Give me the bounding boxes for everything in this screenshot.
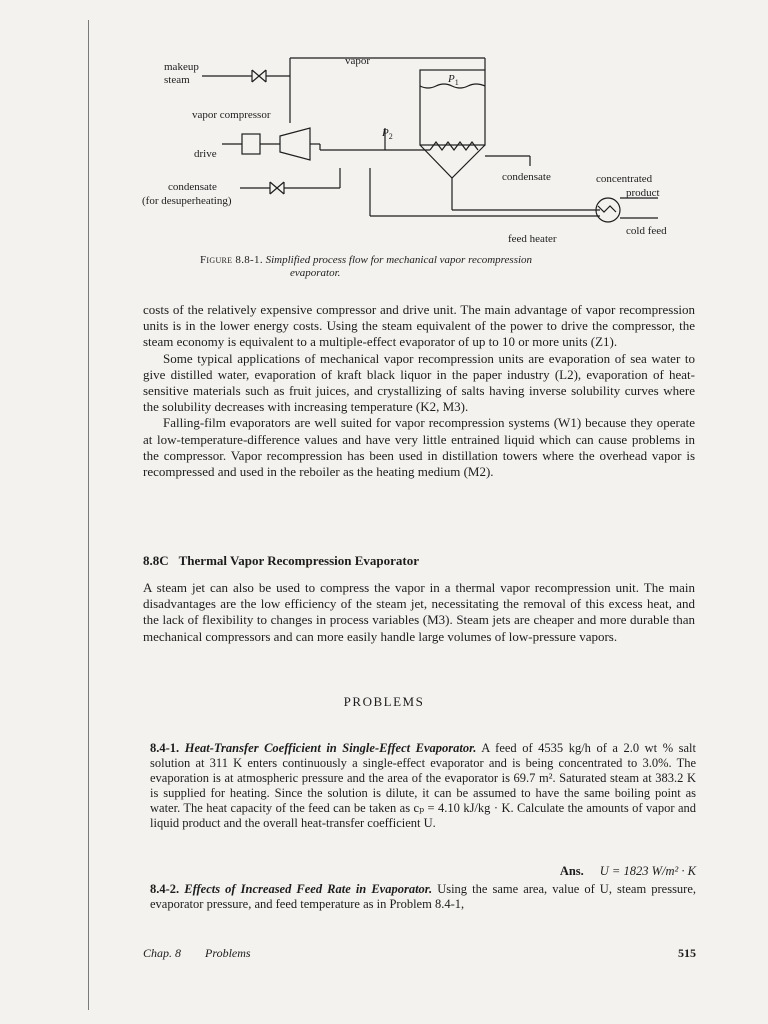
drive-label: drive bbox=[194, 148, 217, 160]
body-text-section bbox=[143, 580, 695, 645]
problem-number: 8.4-2. bbox=[150, 882, 180, 896]
figure-label: Figure 8.8-1. bbox=[200, 254, 263, 266]
footer-section: Problems bbox=[205, 946, 251, 960]
figure-caption bbox=[200, 254, 670, 280]
cold-feed-label: cold feed bbox=[626, 225, 667, 237]
concentrated-label: concentrated bbox=[596, 173, 653, 185]
vapor-compressor-label: vapor compressor bbox=[192, 109, 271, 121]
problems-heading: PROBLEMS bbox=[343, 694, 425, 709]
problem-8-4-2 bbox=[150, 882, 696, 912]
page-number: 515 bbox=[678, 946, 696, 960]
product-label: product bbox=[626, 187, 660, 199]
problem-text: Using the same area, value of U, steam pressure, evaporator pressure, and feed temperature as in Problem 8.4-1, bbox=[150, 882, 697, 911]
section-number: 8.8C bbox=[143, 553, 169, 568]
p2-label: $P_2$ bbox=[382, 127, 393, 141]
section-title: Thermal Vapor Recompression Evaporator bbox=[178, 553, 420, 568]
feed-heater-label: feed heater bbox=[508, 233, 557, 245]
margin-line bbox=[88, 20, 89, 1010]
problem-number: 8.4-1. bbox=[150, 741, 180, 755]
figure-title-line2: evaporator. bbox=[290, 267, 341, 279]
answer-label: Ans. bbox=[559, 864, 584, 878]
paragraph-1: costs of the relatively expensive compressor and drive unit. The main advantage of vapor recompression units is in the lower energy costs. Using the steam equivalent of the power to drive the compressor, the steam economy is equivalent to a multiple-effect evaporator of up to 10 or more units (Z1). bbox=[143, 302, 695, 350]
steam-label: steam bbox=[164, 74, 190, 86]
process-flow-diagram bbox=[130, 38, 690, 248]
condensate-label-right: condensate bbox=[502, 171, 551, 183]
diagram-svg bbox=[130, 38, 690, 248]
section-heading bbox=[143, 553, 419, 569]
body-text-top bbox=[143, 302, 695, 480]
desuperheating-label: (for desuperheating) bbox=[142, 195, 232, 207]
p1-label: $P_1$ bbox=[448, 73, 459, 87]
answer-value: U = 1823 W/m² · K bbox=[599, 864, 696, 878]
figure-title-line1: Simplified process flow for mechanical vapor recompression bbox=[265, 254, 533, 266]
footer-chapter-label: Chap. 8 bbox=[143, 946, 182, 960]
problem-title: Heat-Transfer Coefficient in Single-Effect Evaporator. bbox=[184, 741, 477, 755]
paragraph-2: Some typical applications of mechanical vapor recompression units are evaporation of sea water to give distilled water, evaporation of kraft black liquor in the paper industry (L2), evaporation of heat-sensitive materials such as fruit juices, and crystallizing of salts having inverse solubility curves where the solubility decreases with increasing temperature (K2, M3). bbox=[143, 350, 695, 415]
answer-8-4-1 bbox=[420, 864, 696, 879]
condensate-label-left: condensate bbox=[168, 181, 217, 193]
vapor-label: vapor bbox=[345, 55, 371, 67]
makeup-label: makeup bbox=[164, 61, 199, 73]
paragraph-4: A steam jet can also be used to compress the vapor in a thermal vapor recompression unit. The main disadvantages are the low efficiency of the steam jet, necessitating the removal of this excess heat, and the lack of flexibility to changes in process variables (M3). Steam jets are cheaper and more durable than mechanical compressors and can more easily handle large volumes of low-pressure vapors. bbox=[143, 580, 695, 644]
problem-text: A feed of 4535 kg/h of a 2.0 wt % salt solution at 311 K enters continuously a single-effect evaporator and is being concentrated to 3.0%. The evaporation is at atmospheric pressure and the area of the evaporator is 69.7 m². Saturated steam at 383.2 K is supplied for heating. Since the solution is dilute, it can be assumed to have the same boiling point as water. The heat capacity of the feed can be taken as cₚ = 4.10 kJ/kg · K. Calculate the amounts of vapor and liquid product and the overall heat-transfer coefficient U. bbox=[150, 741, 697, 830]
footer-chapter bbox=[143, 946, 251, 961]
problem-8-4-1 bbox=[150, 741, 696, 831]
problem-title: Effects of Increased Feed Rate in Evaporator. bbox=[184, 882, 433, 896]
paragraph-3: Falling-film evaporators are well suited for vapor recompression systems (W1) because they operate at low-temperature-difference values and have very little entrained liquid which can cause problems in the compressor. Vapor recompression has been used in distillation towers where the overhead vapor is recompressed and used in the reboiler as the heating medium (M2). bbox=[143, 415, 695, 480]
